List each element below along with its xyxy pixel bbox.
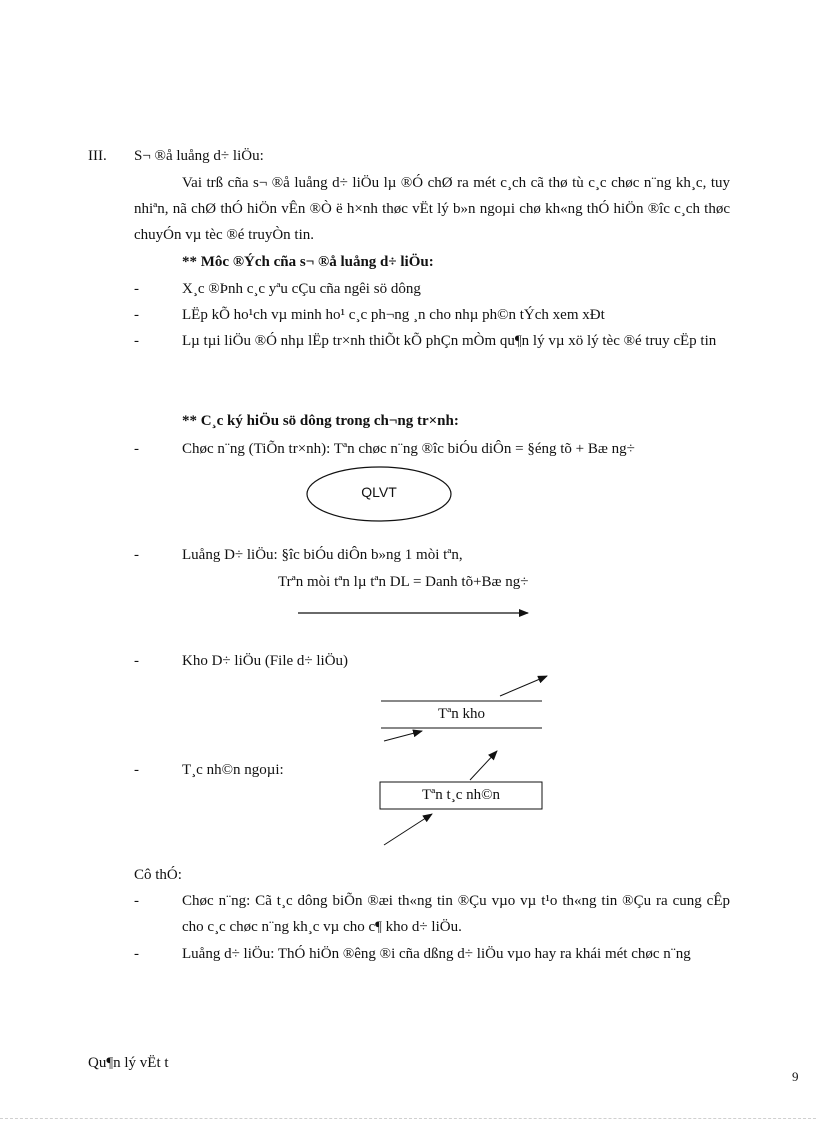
external-in-arrow bbox=[384, 814, 432, 845]
store-label: Tªn kho bbox=[437, 706, 486, 722]
detail-item: Chøc n¨ng: Cã t¸c dông biÕn ®æi th«ng tin ®Çu vµo vµ t¹o th«ng tin ®Çu ra cung cÊp cho c¸c chøc n¨ng kh¸c vµ cho c¶ kho d÷ liÖu. bbox=[182, 893, 730, 935]
bullet-dash: - bbox=[134, 281, 139, 297]
purpose-item: Lµ tµi liÖu ®Ó nhµ lËp tr×nh thiÕt kÕ phÇn mÒm qu¶n lý vµ xö lý tèc ®é truy cËp tin bbox=[182, 333, 717, 349]
page-number: 9 bbox=[792, 1069, 799, 1084]
section-title: S¬ ®å luång d÷ liÖu: bbox=[134, 148, 264, 164]
flow-line-1: Luång D÷ liÖu: §îc biÓu diÔn b»ng 1 mòi tªn, bbox=[182, 547, 463, 563]
bullet-dash: - bbox=[134, 946, 139, 962]
bullet-dash: - bbox=[134, 333, 139, 349]
bullet-dash: - bbox=[134, 307, 139, 323]
bullet-dash: - bbox=[134, 441, 139, 457]
footer-left: Qu¶n lý vËt t bbox=[88, 1055, 169, 1071]
bullet-dash: - bbox=[134, 547, 139, 563]
store-in-arrow bbox=[384, 731, 422, 741]
detail-heading: Cô thÓ: bbox=[134, 867, 182, 883]
intro-paragraph: Vai trß cña s¬ ®å luång d÷ liÖu lµ ®Ó chØ ra mét c¸ch cã thø tù c¸c chøc n¨ng kh¸c, tuy nhiªn, nã chØ thÓ hiÖn vÊn ®Ò ë h×nh thøc vËt lý b»n ngoµi chø kh«ng thÓ hiÖn ®îc c¸ch thøc chuyÓn vµ tèc ®é truyÒn tin. bbox=[134, 175, 730, 243]
symbols-heading: ** C¸c ký hiÖu sö dông trong ch¬ng tr×nh: bbox=[182, 413, 459, 429]
store-out-arrow bbox=[500, 676, 547, 696]
external-line: T¸c nh©n ngoµi: bbox=[182, 762, 284, 778]
store-line: Kho D÷ liÖu (File d÷ liÖu) bbox=[182, 653, 349, 669]
purpose-item: LËp kÕ ho¹ch vµ minh ho¹ c¸c ph¬ng ¸n cho nhµ ph©n tÝch xem xÐt bbox=[182, 307, 605, 323]
external-out-arrow bbox=[470, 751, 497, 780]
purpose-item: X¸c ®Þnh c¸c yªu cÇu cña ngêi sö dông bbox=[182, 281, 421, 297]
bullet-dash: - bbox=[134, 762, 139, 778]
bullet-dash: - bbox=[134, 653, 139, 669]
bullet-dash: - bbox=[134, 893, 139, 909]
purpose-heading: ** Môc ®Ých cña s¬ ®å luång d÷ liÖu: bbox=[182, 254, 434, 270]
process-label: QLVT bbox=[361, 484, 397, 500]
function-line: Chøc n¨ng (TiÕn tr×nh): Tªn chøc n¨ng ®îc biÓu diÔn = §éng tõ + Bæ ng÷ bbox=[182, 441, 635, 457]
external-entity-label: Tªn t¸c nh©n bbox=[421, 787, 501, 803]
detail-item: Luång d÷ liÖu: ThÓ hiÖn ®êng ®i cña dßng d÷ liÖu vµo hay ra khái mét chøc n¨ng bbox=[182, 946, 691, 962]
flow-line-2: Trªn mòi tªn lµ tªn DL = Danh tõ+Bæ ng÷ bbox=[278, 574, 529, 590]
page-bottom-rule bbox=[0, 1118, 816, 1119]
section-numeral: III. bbox=[88, 148, 107, 164]
